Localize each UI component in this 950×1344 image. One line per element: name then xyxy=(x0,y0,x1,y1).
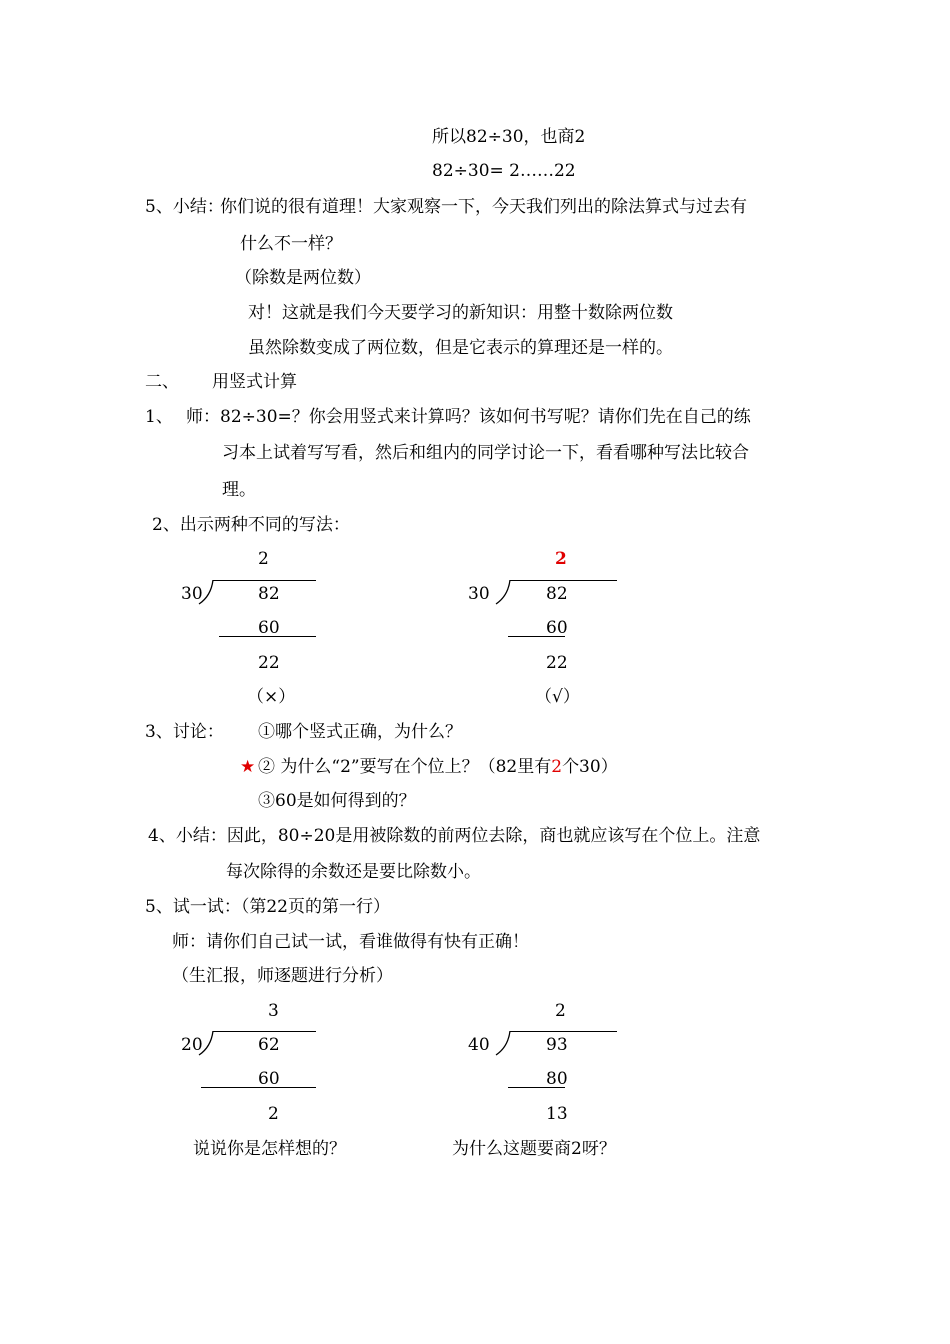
division4-divisor: 40 xyxy=(468,1035,490,1055)
division3-product: 60 xyxy=(258,1069,280,1089)
item3-question-2 xyxy=(258,756,618,778)
summary5-line-5: 虽然除数变成了两位数，但是它表示的算理还是一样的。 xyxy=(248,338,673,358)
item2-text: 2、出示两种不同的写法： xyxy=(152,515,350,535)
question-right: 为什么这题要商2呀？ xyxy=(452,1139,616,1159)
division3-bar xyxy=(213,1031,316,1032)
item4-line-1: 4、小结：因此，80÷20是用被除数的前两位去除，商也就应该写在个位上。注意 xyxy=(148,826,761,846)
division4-product: 80 xyxy=(546,1069,568,1089)
division1-dividend: 82 xyxy=(258,584,280,604)
division4-remainder: 13 xyxy=(546,1104,568,1124)
item3-question-1: ①哪个竖式正确，为什么？ xyxy=(258,722,462,742)
division1-quotient: 2 xyxy=(258,549,269,569)
division4-dividend: 93 xyxy=(546,1035,568,1055)
intro-line-1: 所以82÷30，也商2 xyxy=(432,127,586,147)
division2-quotient: 2 xyxy=(555,549,567,569)
division3-divisor: 20 xyxy=(181,1035,203,1055)
division2-bar xyxy=(510,580,617,581)
division1-product: 60 xyxy=(258,618,280,638)
item5-line-2: 师：请你们自己试一试，看谁做得有快有正确！ xyxy=(172,932,529,952)
division4-quotient: 2 xyxy=(555,1001,566,1021)
division1-bar xyxy=(213,580,316,581)
summary5-line-2: 什么不一样？ xyxy=(240,234,342,254)
division2-remainder: 22 xyxy=(546,653,568,673)
division4-bracket xyxy=(493,1031,515,1057)
item3-question-2-highlight: 2 xyxy=(551,757,563,777)
division2-divisor: 30 xyxy=(468,584,490,604)
division2-product: 60 xyxy=(546,618,568,638)
summary5-line-4: 对！这就是我们今天要学习的新知识：用整十数除两位数 xyxy=(248,303,673,323)
item3-question-3: ③60是如何得到的？ xyxy=(258,791,416,811)
item1-line-3: 理。 xyxy=(222,480,256,500)
item5-line-3: （生汇报，师逐题进行分析） xyxy=(172,966,393,986)
division3-dividend: 62 xyxy=(258,1035,280,1055)
division2-verdict: （√） xyxy=(535,687,580,707)
division1-divisor: 30 xyxy=(181,584,203,604)
division3-quotient: 3 xyxy=(268,1001,279,1021)
intro-line-2: 82÷30= 2……22 xyxy=(432,161,576,181)
section2-number: 二、 xyxy=(145,372,179,392)
question-left: 说说你是怎样想的？ xyxy=(193,1139,346,1159)
division4-subtract-line xyxy=(508,1087,565,1088)
division1-subtract-line xyxy=(219,636,316,637)
item1-line-2: 习本上试着写写看，然后和组内的同学讨论一下，看看哪种写法比较合 xyxy=(222,443,749,463)
item3-question-2-tail: 个30） xyxy=(562,757,618,777)
division2-bracket xyxy=(493,580,515,606)
division4-bar xyxy=(510,1031,617,1032)
star-icon: ★ xyxy=(240,757,256,777)
summary5-line-3: （除数是两位数） xyxy=(235,268,371,288)
division1-verdict: （×） xyxy=(247,687,296,707)
division1-remainder: 22 xyxy=(258,653,280,673)
item1-number: 1、 xyxy=(145,407,173,427)
item3-question-2-text: ② 为什么“2”要写在个位上？（82里有 xyxy=(258,757,552,777)
division2-dividend: 82 xyxy=(546,584,568,604)
item3-label: 3、讨论： xyxy=(145,722,224,742)
summary5-line-1: 你们说的很有道理！大家观察一下，今天我们列出的除法算式与过去有 xyxy=(220,197,747,217)
division2-subtract-line xyxy=(508,636,565,637)
summary5-prefix: 5、小结： xyxy=(145,197,224,217)
item4-line-2: 每次除得的余数还是要比除数小。 xyxy=(226,862,481,882)
division3-remainder: 2 xyxy=(268,1104,279,1124)
section2-title: 用竖式计算 xyxy=(212,372,297,392)
item1-line-1: 师：82÷30=？你会用竖式来计算吗？该如何书写呢？请你们先在自己的练 xyxy=(186,407,751,427)
division3-subtract-line xyxy=(201,1087,316,1088)
item5-line-1: 5、试一试：（第22页的第一行） xyxy=(145,897,390,917)
